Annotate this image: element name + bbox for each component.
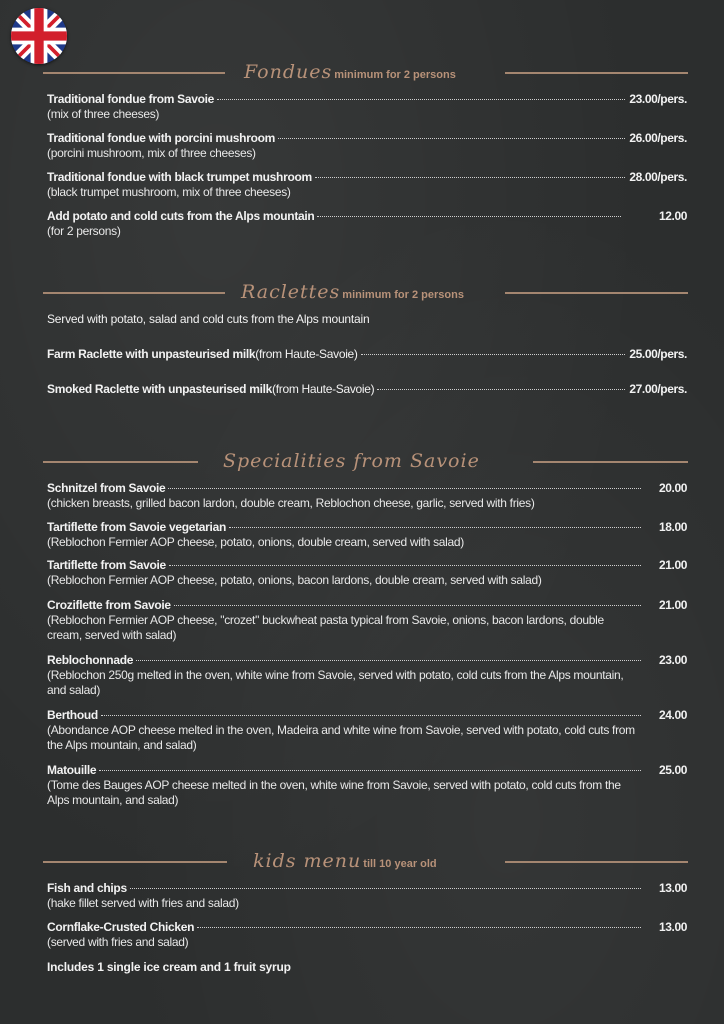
item-name: Traditional fondue with black trumpet mushroom [47,170,312,184]
item-desc: (mix of three cheeses) [47,107,160,121]
menu-item-croziflette [47,598,687,643]
item-desc: (black trumpet mushroom, mix of three cheeses) [47,185,291,199]
item-desc: (Reblochon Fermier AOP cheese, potato, onions, double cream, served with salad) [47,535,464,549]
item-price: 21.00 [658,598,687,612]
item-name: Matouille [47,763,97,777]
raclettes-intro: Served with potato, salad and cold cuts from the Alps mountain [47,312,370,326]
item-desc: (Abondance AOP cheese melted in the oven, Madeira and white wine from Savoie, served with potato, cold cuts from the Alps mountain, and salad) [47,723,635,752]
leader-dots [317,216,621,217]
menu-item-cornflake-chicken [47,920,687,950]
menu-item-tartiflette-vegetarian [47,520,687,550]
item-name: Reblochonnade [47,653,134,667]
item-name: Berthoud [47,708,98,722]
item-price: 20.00 [658,481,687,495]
item-price: 24.00 [658,708,687,722]
item-desc: (porcini mushroom, mix of three cheeses) [47,146,256,160]
item-price: 26.00/pers. [629,131,687,145]
item-name: Cornflake-Crusted Chicken [47,920,195,934]
kids-footer-note: Includes 1 single ice cream and 1 fruit syrup [47,960,291,974]
item-name: Traditional fondue from Savoie [47,92,215,106]
item-desc: (Reblochon Fermier AOP cheese, "crozet" buckwheat pasta typical from Savoie, onions, bacon lardons, double cream, served with salad) [47,613,604,642]
item-price: 25.00/pers. [629,347,687,361]
leader-dots [130,888,641,889]
item-name: Farm Raclette with unpasteurised milk [47,347,256,361]
item-name: Traditional fondue with porcini mushroom [47,131,276,145]
heading-rule-left [43,72,225,74]
leader-dots [315,177,625,178]
raclettes-note: minimum for 2 persons [342,289,464,301]
item-name: Add potato and cold cuts from the Alps mountain [47,209,315,223]
leader-dots [377,389,625,390]
menu-item-tartiflette [47,558,687,588]
fondues-heading [43,61,688,85]
leader-dots [197,927,641,928]
menu-item-farm-raclette [47,347,687,362]
item-price: 13.00 [658,881,687,895]
raclettes-heading [43,281,688,305]
item-desc: (Tome des Bauges AOP cheese melted in the oven, white wine from Savoie, served with potato, cold cuts from the Alps mountain, and salad) [47,778,621,807]
leader-dots [136,660,641,661]
menu-item-matouille [47,763,687,808]
heading-rule-right [505,292,688,294]
item-desc: (for 2 persons) [47,224,121,238]
item-price: 12.00 [658,209,687,223]
item-price: 18.00 [658,520,687,534]
leader-dots [101,715,641,716]
item-name: Croziflette from Savoie [47,598,171,612]
item-desc: (hake fillet served with fries and salad) [47,896,239,910]
item-desc: (chicken breasts, grilled bacon lardon, double cream, Reblochon cheese, garlic, served with fries) [47,496,535,510]
menu-item-fish-and-chips [47,881,687,911]
leader-dots [168,488,641,489]
item-desc: (served with fries and salad) [47,935,189,949]
kids-note: till 10 year old [363,858,437,870]
kids-heading [43,850,688,874]
item-price: 25.00 [658,763,687,777]
menu-item-berthoud [47,708,687,753]
item-price: 23.00 [658,653,687,667]
item-price: 13.00 [658,920,687,934]
item-price: 28.00/pers. [629,170,687,184]
fondues-note: minimum for 2 persons [334,69,456,81]
heading-rule-right [533,461,688,463]
leader-dots [217,99,625,100]
item-name: Smoked Raclette with unpasteurised milk [47,382,273,396]
leader-dots [99,770,641,771]
item-name-extra: (from Haute-Savoie) [272,382,375,396]
item-desc: (Reblochon 250g melted in the oven, white wine from Savoie, served with potato, cold cuts from the Alps mountain, and salad) [47,668,624,697]
heading-rule-left [43,292,225,294]
heading-rule-left [43,861,227,863]
menu-item-schnitzel [47,481,687,511]
item-name: Tartiflette from Savoie vegetarian [47,520,226,534]
specialities-heading [43,450,688,474]
item-name-extra: (from Haute-Savoie) [255,347,358,361]
menu-item-fondue-savoie [47,92,687,122]
menu-item-fondue-addon [47,209,687,239]
item-price: 23.00/pers. [629,92,687,106]
leader-dots [229,527,641,528]
item-name: Schnitzel from Savoie [47,481,166,495]
heading-rule-left [43,461,198,463]
specialities-title: Specialities from Savoie [223,450,480,472]
leader-dots [278,138,625,139]
fondues-title: Fondues minimum for 2 persons [244,61,456,83]
heading-rule-right [505,72,688,74]
item-desc: (Reblochon Fermier AOP cheese, potato, onions, bacon lardons, double cream, served with salad) [47,573,542,587]
leader-dots [169,565,641,566]
raclettes-title: Raclettes minimum for 2 persons [241,281,464,303]
kids-title: kids menu till 10 year old [253,850,437,872]
item-name: Fish and chips [47,881,127,895]
menu-item-fondue-black-trumpet [47,170,687,200]
menu-item-smoked-raclette [47,382,687,397]
menu-item-fondue-porcini [47,131,687,161]
item-price: 27.00/pers. [629,382,687,396]
menu-item-reblochonnade [47,653,687,698]
item-price: 21.00 [658,558,687,572]
heading-rule-right [505,861,688,863]
item-name: Tartiflette from Savoie [47,558,166,572]
leader-dots [361,354,626,355]
uk-flag-icon[interactable] [11,8,67,64]
leader-dots [174,605,641,606]
